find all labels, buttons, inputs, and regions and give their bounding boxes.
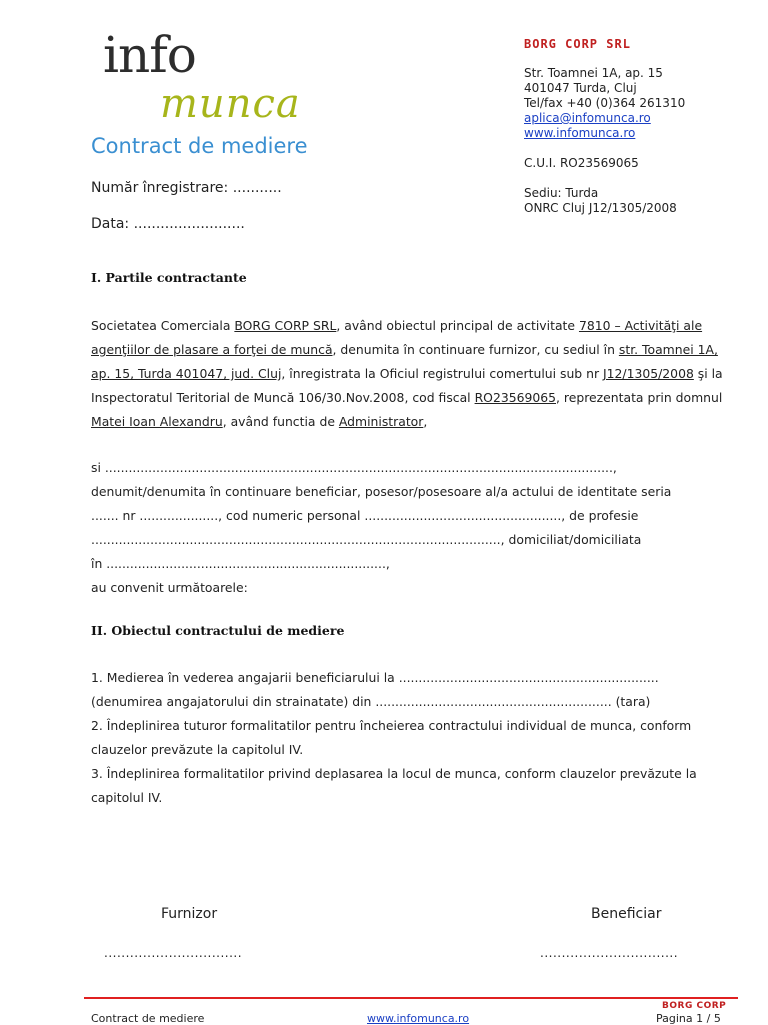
beneficiary-line: ........................................................................................................, domiciliat/domiciliata (91, 532, 642, 547)
fiscal-ref: RO23569065 (474, 390, 557, 405)
object-line: 3. Îndeplinirea formalitatilor privind deplasarea la locul de munca, conform clauzelor prevăzute la (91, 766, 697, 781)
company-website-link[interactable]: www.infomunca.ro (524, 126, 636, 140)
beneficiary-line: denumit/denumita în continuare beneficiar, posesor/posesoare al/a actului de identitate seria (91, 484, 672, 499)
object-line: (denumirea angajatorului din strainatate) din ............................................................ (tara) (91, 694, 651, 709)
company-name-ref: BORG CORP SRL (234, 318, 337, 333)
company-email-link[interactable]: aplica@infomunca.ro (524, 111, 651, 125)
company-address-line1: Str. Toamnei 1A, ap. 15 (524, 66, 663, 80)
parties-paragraph: Societatea Comerciala BORG CORP SRL, având obiectul principal de activitate 7810 – Activităţi ale agenţiilor de plasare a forţei de muncă, denumita în continuare furnizor, cu sediul în str. Toamnei 1A, ap. 15, Turda 401047, jud. Cluj, înregistrata la Oficiul registrului comertului sub nr J12/1305/2008 şi la Inspectoratul Teritorial de Muncă 106/30.Nov.2008, cod fiscal RO23569065, reprezentata prin domnul Matei Ioan Alexandru, având functia de Administrator, (91, 318, 723, 429)
object-line: capitolul IV. (91, 790, 163, 805)
address-ref: str. Toamnei 1A, ap. 15, Turda 401047, jud. Cluj (91, 342, 718, 381)
beneficiary-line: si ................................................................................................................................., (91, 460, 617, 475)
section2-heading: II. Obiectul contractului de mediere (91, 623, 345, 638)
beneficiary-line: au convenit următoarele: (91, 580, 248, 595)
footer-page-number: Pagina 1 / 5 (656, 1012, 721, 1025)
footer-website-link[interactable]: www.infomunca.ro (367, 1012, 470, 1025)
company-onrc: ONRC Cluj J12/1305/2008 (524, 201, 677, 215)
beneficiary-line: în ......................................................................., (91, 556, 390, 571)
company-brand: BORG CORP SRL (524, 37, 631, 51)
object-line: 1. Medierea în vederea angajarii beneficiarului la .................................................................. (91, 670, 659, 685)
object-line: 2. Îndeplinirea tuturor formalitatilor pentru încheierea contractului individual de munca, conform (91, 718, 692, 733)
footer-brand: BORG CORP (662, 1001, 727, 1011)
beneficiary-paragraph (91, 456, 731, 600)
beneficiary-line: ....... nr ...................., cod numeric personal .................................................., de profesie (91, 508, 639, 523)
company-seat: Sediu: Turda (524, 186, 599, 200)
company-phone: Tel/fax +40 (0)364 261310 (524, 96, 686, 110)
logo-munca-text: munca (160, 81, 301, 127)
company-details (524, 66, 685, 216)
registration-number: Număr înregistrare: ........... (91, 180, 282, 196)
object-paragraph (91, 666, 731, 810)
role-ref: Administrator (338, 414, 424, 429)
representative-ref: Matei Ioan Alexandru (91, 414, 223, 429)
supplier-signature-line: ................................ (104, 946, 243, 960)
contract-date: Data: ......................... (91, 216, 245, 232)
beneficiary-label: Beneficiar (591, 906, 662, 922)
object-line: clauzelor prevăzute la capitolul IV. (91, 742, 304, 757)
footer-document-name: Contract de mediere (91, 1012, 205, 1025)
activity-ref: 7810 – Activităţi ale agenţiilor de plasare a forţei de muncă (91, 318, 703, 357)
document-title: Contract de mediere (91, 134, 308, 158)
regno-ref: J12/1305/2008 (603, 366, 694, 381)
company-address-line2: 401047 Turda, Cluj (524, 81, 637, 95)
logo-info-text: info (103, 26, 196, 84)
footer-divider (84, 997, 738, 999)
supplier-label: Furnizor (161, 906, 218, 922)
company-cui: C.U.I. RO23569065 (524, 156, 639, 170)
beneficiary-signature-line: ................................ (540, 946, 679, 960)
section1-heading: I. Partile contractante (91, 270, 247, 285)
